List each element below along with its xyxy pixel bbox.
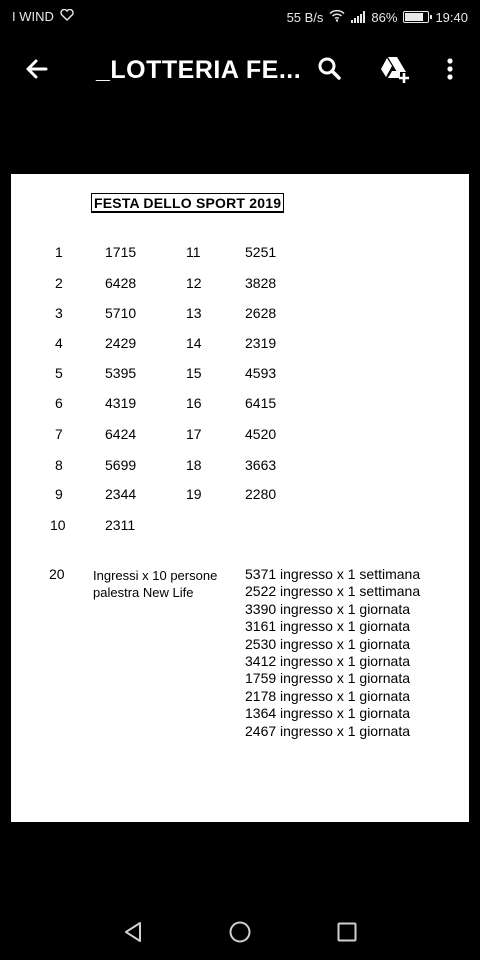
status-bar <box>0 0 480 34</box>
nav-home-icon[interactable] <box>228 920 252 944</box>
ticket-number: 2280 <box>245 486 277 502</box>
drive-add-icon[interactable] <box>378 54 410 84</box>
more-vert-icon[interactable] <box>440 54 460 84</box>
ticket-number: 6428 <box>105 275 137 291</box>
search-icon[interactable] <box>315 54 345 84</box>
prize-number: 14 <box>186 335 202 351</box>
list-item: 3412 ingresso x 1 giornata <box>245 653 410 670</box>
list-item: 2522 ingresso x 1 settimana <box>245 583 421 600</box>
prize-20-description <box>93 567 217 601</box>
battery-icon <box>403 11 429 23</box>
prize-number: 17 <box>186 426 202 442</box>
ticket-number: 2319 <box>245 335 277 351</box>
list-item: 2467 ingresso x 1 giornata <box>245 722 410 739</box>
prize-number: 5 <box>55 365 63 381</box>
prize-number: 19 <box>186 486 202 502</box>
heart-icon <box>60 9 74 24</box>
ticket-number: 4593 <box>245 365 277 381</box>
clock: 19:40 <box>435 9 468 25</box>
prize-number: 12 <box>186 275 202 291</box>
prize-number: 13 <box>186 305 202 321</box>
prize-number: 16 <box>186 395 202 411</box>
battery-fill <box>405 13 423 21</box>
prize-number: 9 <box>55 486 63 502</box>
prize-number: 10 <box>50 517 66 533</box>
battery-percent: 86% <box>371 9 398 25</box>
ticket-number: 3828 <box>245 275 277 291</box>
ticket-number: 6424 <box>105 426 137 442</box>
ticket-number: 4319 <box>105 395 137 411</box>
prize-number: 15 <box>186 365 202 381</box>
ticket-number: 2311 <box>105 517 136 533</box>
prize-number: 11 <box>186 244 201 260</box>
list-item: 1364 ingresso x 1 giornata <box>245 705 410 722</box>
nav-back-icon[interactable] <box>121 920 145 944</box>
ticket-number: 5710 <box>105 305 137 321</box>
ticket-number: 1715 <box>105 244 137 260</box>
ticket-number: 2344 <box>105 486 137 502</box>
prize-number: 20 <box>49 566 65 582</box>
ticket-number: 5251 <box>245 244 277 260</box>
signal-icon <box>351 11 365 23</box>
prize-number: 1 <box>55 244 63 260</box>
prize-20-description-line: Ingressi x 10 persone <box>93 568 218 583</box>
prize-20-ticket-list <box>245 566 420 740</box>
list-item: 3161 ingresso x 1 giornata <box>245 618 410 635</box>
prize-number: 8 <box>55 457 63 473</box>
app-bar <box>0 36 480 100</box>
carrier-name: I WIND <box>12 9 54 24</box>
document-page <box>11 174 469 822</box>
list-item: 2178 ingresso x 1 giornata <box>245 687 410 704</box>
prize-number: 4 <box>55 335 63 351</box>
ticket-number: 2628 <box>245 305 277 321</box>
ticket-number: 2429 <box>105 335 137 351</box>
ticket-number: 6415 <box>245 395 277 411</box>
ticket-number: 5395 <box>105 365 137 381</box>
net-speed: 55 B/s <box>286 9 324 25</box>
ticket-number: 5699 <box>105 457 137 473</box>
nav-recents-icon[interactable] <box>335 920 359 944</box>
prize-number: 2 <box>55 275 63 291</box>
prize-number: 18 <box>186 457 202 473</box>
ticket-number: 3663 <box>245 457 277 473</box>
prize-20-description-line: palestra New Life <box>93 585 194 600</box>
prize-number: 7 <box>55 426 63 442</box>
prize-number: 3 <box>55 305 63 321</box>
list-item: 3390 ingresso x 1 giornata <box>245 600 410 617</box>
document-heading: FESTA DELLO SPORT 2019 <box>91 193 284 213</box>
ticket-number: 4520 <box>245 426 277 442</box>
list-item: 2530 ingresso x 1 giornata <box>245 635 410 652</box>
document-title: _LOTTERIA FE... <box>96 56 302 84</box>
status-right <box>287 9 468 25</box>
back-arrow-icon[interactable] <box>22 54 52 84</box>
prize-number: 6 <box>55 395 63 411</box>
system-nav-bar <box>0 900 480 960</box>
wifi-icon <box>329 9 345 25</box>
list-item: 5371 ingresso x 1 settimana <box>245 566 421 582</box>
list-item: 1759 ingresso x 1 giornata <box>245 670 410 687</box>
